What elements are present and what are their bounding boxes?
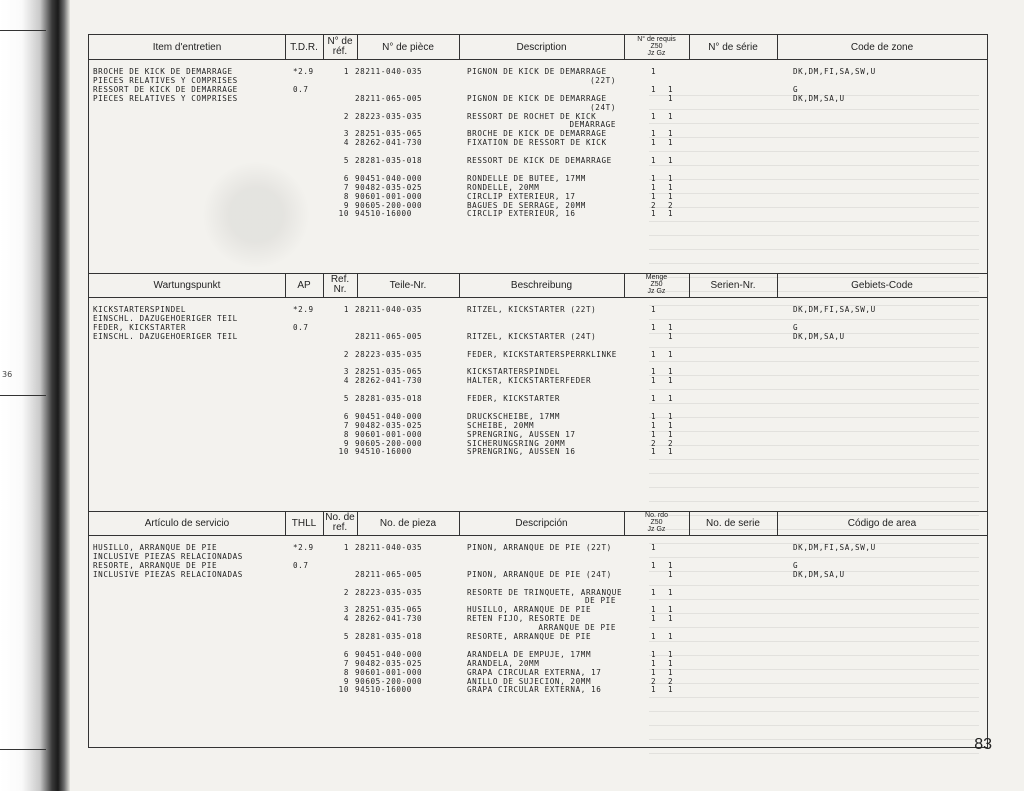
quantity-value: 1	[651, 67, 657, 76]
header-ref	[323, 37, 357, 57]
show-through-text	[649, 95, 979, 755]
tdr-value: *2.9	[293, 543, 314, 552]
quantity-value: 1	[651, 685, 657, 695]
section-divider	[89, 273, 987, 274]
quantity-value: 1	[651, 349, 657, 359]
header-quantity-line: No. rdo	[645, 512, 668, 519]
header-quantity	[624, 274, 689, 295]
tdr-value: *2.9	[293, 305, 314, 314]
quantity-value: 1	[668, 367, 674, 377]
quantity-value: 1	[668, 420, 674, 430]
part-description: ARRANQUE DE PIE	[538, 623, 616, 633]
header-description: Descripción	[515, 518, 568, 529]
part-description: DEMARRAGE	[569, 120, 616, 130]
ref-number: 7	[343, 658, 349, 668]
part-number: 90601-001-000	[355, 667, 423, 677]
area-code: DK,DM,SA,U	[793, 569, 845, 579]
part-description: RESSORT DE KICK DE DEMARRAGE	[467, 156, 612, 165]
header-underline	[89, 535, 987, 536]
facing-page-edge	[0, 30, 46, 750]
tdr-value: *2.9	[293, 67, 314, 76]
quantity-value: 1	[651, 658, 657, 668]
ref-number: 10	[338, 685, 349, 695]
service-item-text: PIECES RELATIVES Y COMPRISES	[93, 75, 238, 85]
header-area-code: Code de zone	[850, 42, 914, 53]
quantity-value: 1	[668, 658, 674, 668]
part-description: (22T)	[590, 75, 616, 85]
part-number: 28251-035-065	[355, 605, 423, 615]
quantity-value: 1	[668, 129, 674, 139]
part-number: 28251-035-065	[355, 129, 423, 139]
ref-number: 5	[343, 394, 349, 403]
header-ref-line: No. de	[325, 512, 355, 523]
part-description: GRAPA CIRCULAR EXTERNA, 16	[467, 685, 602, 695]
part-description: SCHEIBE, 20MM	[467, 420, 535, 430]
part-number: 90482-035-025	[355, 658, 423, 668]
ref-number: 3	[343, 129, 349, 139]
part-number: 28211-065-005	[355, 331, 423, 341]
ref-number: 1	[343, 67, 349, 76]
part-description: FEDER, KICKSTARTER	[467, 394, 561, 403]
header-tdr: T.D.R.	[290, 42, 318, 53]
service-item-text: INCLUSIVE PIEZAS RELACIONADAS	[93, 551, 243, 561]
header-part-number: N° de pièce	[382, 42, 434, 53]
header-ref	[323, 275, 357, 295]
quantity-value: 1	[668, 649, 674, 659]
page-number: 83	[974, 736, 992, 753]
part-description: FEDER, KICKSTARTERSPERRKLINKE	[467, 349, 617, 359]
quantity-value: 1	[651, 376, 657, 386]
ref-number: 1	[343, 543, 349, 552]
quantity-value: 1	[668, 685, 674, 695]
part-description: FIXATION DE RESSORT DE KICK	[467, 138, 607, 148]
part-description: SPRENGRING, AUSSEN 16	[467, 447, 576, 457]
quantity-value: 1	[651, 111, 657, 121]
part-number: 28223-035-035	[355, 349, 423, 359]
part-description: BAGUES DE SERRAGE, 20MM	[467, 200, 586, 210]
header-part-number: Teile-Nr.	[389, 280, 427, 291]
part-description: PIGNON DE KICK DE DEMARRAGE	[467, 67, 607, 76]
header-ref-line: ref.	[332, 522, 348, 533]
part-number: 94510-16000	[355, 685, 412, 695]
part-description: PINON, ARRANQUE DE PIE (24T)	[467, 569, 612, 579]
part-number: 28251-035-065	[355, 367, 423, 377]
header-quantity-line: Z50	[650, 43, 663, 50]
quantity-value: 1	[651, 447, 657, 457]
ref-number: 9	[343, 200, 349, 210]
part-number: 28281-035-018	[355, 394, 423, 403]
header-item: Item d'entretien	[152, 42, 222, 53]
header-ref-line: réf.	[332, 46, 348, 57]
quantity-value: 2	[668, 676, 674, 686]
area-code: DK,DM,FI,SA,SW,U	[793, 67, 876, 76]
part-number: 90482-035-025	[355, 420, 423, 430]
part-number: 28281-035-018	[355, 156, 423, 165]
header-serial-number: No. de serie	[706, 518, 760, 529]
quantity-value: 1	[651, 129, 657, 139]
header-item: Artículo de servicio	[144, 518, 230, 529]
ref-number: 6	[343, 649, 349, 659]
header-quantity-line: Jz Gz	[647, 288, 666, 295]
area-code: DK,DM,FI,SA,SW,U	[793, 305, 876, 314]
part-number: 28262-041-730	[355, 614, 423, 624]
quantity-value: 1	[668, 93, 674, 103]
part-description: RITZEL, KICKSTARTER (22T)	[467, 305, 597, 314]
part-description: CIRCLIP EXTERIEUR, 16	[467, 209, 576, 219]
ref-number: 7	[343, 420, 349, 430]
quantity-value: 1	[651, 649, 657, 659]
quantity-value: 1	[668, 84, 674, 94]
part-number: 90482-035-025	[355, 182, 423, 192]
header-serial-number: N° de série	[708, 42, 758, 53]
tdr-value: 0.7	[293, 84, 309, 94]
ref-number: 4	[343, 614, 349, 624]
quantity-value: 1	[668, 394, 674, 403]
ref-number: 6	[343, 411, 349, 421]
quantity-value: 1	[668, 614, 674, 624]
part-description: RESORTE, ARRANQUE DE PIE	[467, 632, 592, 641]
part-number: 28211-065-005	[355, 93, 423, 103]
service-item-text: FEDER, KICKSTARTER	[93, 322, 187, 332]
part-number: 28223-035-035	[355, 587, 423, 597]
part-description: BROCHE DE KICK DE DEMARRAGE	[467, 129, 607, 139]
quantity-value: 1	[668, 322, 674, 332]
part-number: 90451-040-000	[355, 411, 423, 421]
part-number: 90605-200-000	[355, 438, 423, 448]
ref-number: 3	[343, 605, 349, 615]
header-item: Wartungspunkt	[153, 280, 221, 291]
header-quantity-line: Jz Gz	[647, 50, 666, 57]
quantity-value: 1	[651, 394, 657, 403]
part-number: 28211-040-035	[355, 67, 423, 76]
quantity-value: 1	[651, 322, 657, 332]
quantity-value: 1	[668, 331, 674, 341]
header-part-number: No. de pieza	[379, 518, 437, 529]
part-number: 28262-041-730	[355, 138, 423, 148]
part-number: 90601-001-000	[355, 429, 423, 439]
tdr-value: 0.7	[293, 322, 309, 332]
section-divider	[89, 511, 987, 512]
header-ref-line: Nr.	[333, 284, 347, 295]
header-area-code: Código de area	[847, 518, 917, 529]
ref-number: 2	[343, 111, 349, 121]
header-quantity-line: Z50	[650, 519, 663, 526]
quantity-value: 1	[668, 447, 674, 457]
service-item-text: RESSORT DE KICK DE DEMARRAGE	[93, 84, 238, 94]
quantity-value: 1	[668, 411, 674, 421]
quantity-value: 1	[651, 84, 657, 94]
header-area-code: Gebiets-Code	[851, 280, 913, 291]
part-description: RETEN FIJO, RESORTE DE	[467, 614, 581, 624]
part-number: 28211-040-035	[355, 543, 423, 552]
ref-number: 4	[343, 376, 349, 386]
quantity-value: 1	[668, 376, 674, 386]
area-code: DK,DM,FI,SA,SW,U	[793, 543, 876, 552]
part-number: 28262-041-730	[355, 376, 423, 386]
ref-number: 3	[343, 367, 349, 377]
part-description: SICHERUNGSRING 20MM	[467, 438, 566, 448]
quantity-value: 1	[651, 305, 657, 314]
part-description: KICKSTARTERSPINDEL	[467, 367, 561, 377]
quantity-value: 1	[651, 156, 657, 165]
ref-number: 8	[343, 667, 349, 677]
part-description: PIGNON DE KICK DE DEMARRAGE	[467, 93, 607, 103]
quantity-value: 1	[668, 182, 674, 192]
service-item-text: HUSILLO, ARRANQUE DE PIE	[93, 543, 218, 552]
header-quantity-line: N° de requis	[637, 36, 676, 43]
quantity-value: 1	[668, 349, 674, 359]
quantity-value: 1	[651, 209, 657, 219]
header-serial-number: Serien-Nr.	[710, 280, 756, 291]
area-code: G	[793, 322, 799, 332]
ref-number: 8	[343, 191, 349, 201]
ref-number: 7	[343, 182, 349, 192]
service-item-text: KICKSTARTERSPINDEL	[93, 305, 187, 314]
quantity-value: 1	[668, 569, 674, 579]
ref-number: 5	[343, 156, 349, 165]
ref-number: 9	[343, 438, 349, 448]
header-underline	[89, 297, 987, 298]
quantity-value: 1	[651, 632, 657, 641]
ref-number: 2	[343, 587, 349, 597]
header-quantity-line: Menge	[645, 274, 668, 281]
part-description: PINON, ARRANQUE DE PIE (22T)	[467, 543, 612, 552]
quantity-value: 2	[668, 438, 674, 448]
part-description: ARANDELA DE EMPUJE, 17MM	[467, 649, 592, 659]
header-quantity-line: Jz Gz	[647, 526, 666, 533]
ref-number: 10	[338, 447, 349, 457]
quantity-value: 1	[668, 156, 674, 165]
quantity-value: 1	[651, 587, 657, 597]
quantity-value: 2	[651, 676, 657, 686]
part-number: 90605-200-000	[355, 200, 423, 210]
header-ref-line: N° de	[327, 36, 353, 47]
part-description: ANILLO DE SUJECION, 20MM	[467, 676, 592, 686]
part-number: 90451-040-000	[355, 649, 423, 659]
part-number: 28211-065-005	[355, 569, 423, 579]
ref-number: 4	[343, 138, 349, 148]
header-quantity	[624, 36, 689, 57]
quantity-value: 1	[651, 367, 657, 377]
quantity-value: 1	[651, 411, 657, 421]
part-number: 28211-040-035	[355, 305, 423, 314]
quantity-value: 1	[651, 182, 657, 192]
area-code: G	[793, 560, 799, 570]
quantity-value: 1	[651, 429, 657, 439]
quantity-value: 1	[668, 560, 674, 570]
service-item-text: RESORTE, ARRANQUE DE PIE	[93, 560, 218, 570]
header-tdr: THLL	[291, 518, 317, 529]
part-description: DE PIE	[584, 596, 616, 606]
part-number: 94510-16000	[355, 209, 412, 219]
part-description: HUSILLO, ARRANQUE DE PIE	[467, 605, 592, 615]
ref-number: 9	[343, 676, 349, 686]
header-ref-line: Ref.	[330, 274, 350, 285]
quantity-value: 1	[651, 138, 657, 148]
quantity-value: 1	[668, 138, 674, 148]
part-number: 90605-200-000	[355, 676, 423, 686]
quantity-value: 1	[651, 614, 657, 624]
quantity-value: 1	[668, 209, 674, 219]
parts-table-frame	[88, 34, 988, 748]
quantity-value: 2	[651, 200, 657, 210]
part-description: RESSORT DE ROCHET DE KICK	[467, 111, 597, 121]
service-item-text: EINSCHL. DAZUGEHOERIGER TEIL	[93, 313, 238, 323]
part-description: RONDELLE DE BUTEE, 17MM	[467, 173, 586, 183]
quantity-value: 1	[668, 173, 674, 183]
ref-number: 2	[343, 349, 349, 359]
header-quantity	[624, 512, 689, 533]
ref-number: 8	[343, 429, 349, 439]
service-item-text: INCLUSIVE PIEZAS RELACIONADAS	[93, 569, 243, 579]
quantity-value: 1	[668, 111, 674, 121]
quantity-value: 1	[668, 605, 674, 615]
area-code: DK,DM,SA,U	[793, 93, 845, 103]
area-code: G	[793, 84, 799, 94]
header-description: Description	[516, 42, 567, 53]
service-item-text: EINSCHL. DAZUGEHOERIGER TEIL	[93, 331, 238, 341]
part-description: SPRENGRING, AUSSEN 17	[467, 429, 576, 439]
part-number: 90601-001-000	[355, 191, 423, 201]
quantity-value: 1	[651, 605, 657, 615]
header-quantity-line: Z50	[650, 281, 663, 288]
quantity-value: 1	[651, 420, 657, 430]
quantity-value: 1	[668, 632, 674, 641]
ref-number: 5	[343, 632, 349, 641]
quantity-value: 1	[651, 173, 657, 183]
header-tdr: AP	[297, 280, 311, 291]
part-description: RITZEL, KICKSTARTER (24T)	[467, 331, 597, 341]
header-ref	[323, 513, 357, 533]
ref-number: 1	[343, 305, 349, 314]
tdr-value: 0.7	[293, 560, 309, 570]
header-underline	[89, 59, 987, 60]
part-description: ARANDELA, 20MM	[467, 658, 540, 668]
part-number: 28281-035-018	[355, 632, 423, 641]
quantity-value: 1	[651, 560, 657, 570]
ref-number: 6	[343, 173, 349, 183]
quantity-value: 1	[668, 429, 674, 439]
quantity-value: 1	[651, 667, 657, 677]
quantity-value: 2	[651, 438, 657, 448]
header-description: Beschreibung	[510, 280, 573, 291]
part-description: DRUCKSCHEIBE, 17MM	[467, 411, 561, 421]
part-description: RESORTE DE TRINQUETE, ARRANQUE	[467, 587, 623, 597]
quantity-value: 1	[668, 191, 674, 201]
area-code: DK,DM,SA,U	[793, 331, 845, 341]
quantity-value: 1	[651, 543, 657, 552]
quantity-value: 1	[651, 191, 657, 201]
part-description: (24T)	[590, 102, 616, 112]
part-number: 94510-16000	[355, 447, 412, 457]
part-description: CIRCLIP EXTERIEUR, 17	[467, 191, 576, 201]
part-number: 28223-035-035	[355, 111, 423, 121]
part-number: 90451-040-000	[355, 173, 423, 183]
part-description: RONDELLE, 20MM	[467, 182, 540, 192]
quantity-value: 1	[668, 587, 674, 597]
service-item-text: BROCHE DE KICK DE DEMARRAGE	[93, 67, 233, 76]
ref-number: 10	[338, 209, 349, 219]
part-description: HALTER, KICKSTARTERFEDER	[467, 376, 592, 386]
quantity-value: 1	[668, 667, 674, 677]
quantity-value: 2	[668, 200, 674, 210]
facing-page-number: 36	[2, 370, 13, 379]
part-description: GRAPA CIRCULAR EXTERNA, 17	[467, 667, 602, 677]
service-item-text: PIECES RELATIVES Y COMPRISES	[93, 93, 238, 103]
